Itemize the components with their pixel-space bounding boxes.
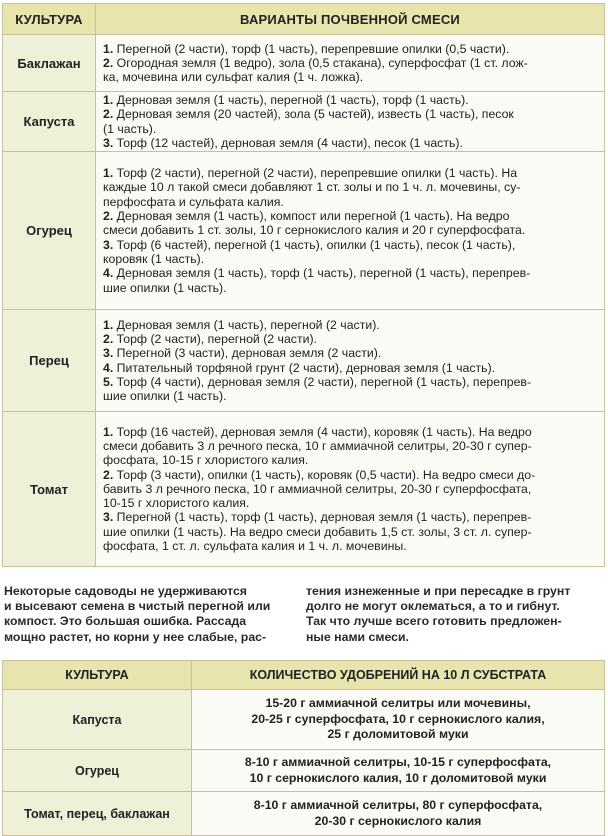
mix-line — [103, 238, 598, 252]
mix-line — [103, 346, 598, 360]
mix-variants — [96, 35, 605, 92]
amount-line: 8-10 г аммиачной селитры, 10-15 г суперфосфата, — [244, 755, 552, 769]
variant-text: Перегной (1 часть), торф (1 часть), дерновая земля (1 часть), перепрев- — [113, 510, 532, 525]
header-crop: КУЛЬТУРА — [3, 661, 192, 690]
crop-name: Огурец — [3, 750, 192, 792]
paragraph-line: Так что лучше всего готовить предложен- — [306, 614, 562, 629]
paragraph-line: мощно растет, но корни у нее слабые, рас- — [4, 629, 267, 644]
fertilizer-amount — [192, 792, 605, 836]
table-row — [3, 412, 605, 567]
variant-number: 1. — [103, 166, 114, 181]
table-row — [3, 690, 605, 750]
crop-name: Томат — [3, 412, 96, 567]
amount-line: 20-25 г суперфосфата, 10 г сернокислого калия, — [251, 711, 545, 726]
variant-text: Перегной (3 части), дерновая земля (2 части). — [113, 346, 382, 361]
variant-text: (1 часть). — [103, 121, 157, 136]
fertilizer-amount — [192, 750, 605, 792]
amount-line: 10 г сернокислого калия, 10 г доломитовой муки — [249, 770, 547, 785]
variant-number: 4. — [103, 266, 114, 281]
fertilizer-table — [2, 660, 605, 836]
variant-number: 2. — [103, 209, 114, 224]
variant-text: шие опилки (1 часть). — [103, 389, 227, 404]
variant-text: шие опилки (1 часть). На ведро смеси добавить 1,5 ст. золы, 3 ст. л. супер- — [103, 524, 532, 539]
amount-line: 20-30 г сернокислого калия — [314, 813, 482, 828]
mix-line — [103, 525, 598, 539]
variant-number: 3. — [103, 510, 114, 525]
mix-line — [103, 425, 598, 439]
table-row — [3, 792, 605, 836]
variant-text: Питательный торфяной грунт (2 части), дерновая земля (1 часть). — [113, 360, 496, 375]
fertilizer-amount — [192, 690, 605, 750]
amount-line: 8-10 г аммиачной селитры, 80 г суперфосфата, — [253, 798, 543, 812]
table-row — [3, 35, 605, 92]
variant-number: 3. — [103, 346, 114, 361]
table-row — [3, 750, 605, 792]
crop-name: Баклажан — [3, 35, 96, 92]
crop-name: Огурец — [3, 152, 96, 310]
mix-line — [103, 375, 598, 389]
variant-number: 1. — [103, 41, 114, 56]
amount-line: 25 г доломитовой муки — [327, 727, 469, 742]
variant-text: каждые 10 л такой смеси добавляют 1 ст. золы и по 1 ч. л. мочевины, су- — [103, 180, 521, 195]
paragraph-line: Некоторые садоводы не удерживаются — [4, 584, 247, 598]
mix-variants — [96, 152, 605, 310]
soil-mix-table — [2, 3, 605, 567]
paragraph-line: долго не могут оклематься, а то и гибнут. — [306, 599, 560, 614]
variant-number: 2. — [103, 331, 114, 346]
variant-text: Торф (4 части), дерновая земля (2 части), перегной (1 часть), перепрев- — [113, 374, 532, 389]
variant-text: Дерновая земля (1 часть), торф (1 часть), перегной (1 часть), перепрев- — [113, 266, 531, 281]
paragraph-line: тения изнеженные и при пересадке в грунт — [306, 584, 571, 598]
mix-line — [103, 539, 598, 553]
variant-text: Торф (3 части), опилки (1 часть), коровяк (0,5 части). На ведро смеси до- — [113, 467, 536, 482]
header-mix-variants: ВАРИАНТЫ ПОЧВЕННОЙ СМЕСИ — [96, 4, 605, 35]
variant-text: Огородная земля (1 ведро), зола (0,5 стакана), суперфосфат (1 ст. лож- — [113, 55, 528, 70]
variant-text: фосфата, 1 ст. л. сульфата калия и 1 ч. л. мочевины. — [103, 539, 407, 554]
mix-line — [103, 180, 598, 194]
variant-text: ка, мочевина или сульфат калия (1 ч. ложка). — [103, 70, 364, 85]
mix-line — [103, 136, 598, 150]
mix-variants — [96, 92, 605, 152]
variant-text: Дерновая земля (1 часть), компост или перегной (1 часть). На ведро — [113, 209, 510, 224]
fertilizer-header-row — [3, 661, 605, 690]
mix-line — [103, 223, 598, 237]
table-row — [3, 152, 605, 310]
mix-line — [103, 195, 598, 209]
mix-line — [103, 281, 598, 295]
mix-line — [103, 166, 598, 180]
mix-variants — [96, 310, 605, 412]
variant-number: 1. — [103, 92, 114, 107]
variant-text: коровяк (1 часть). — [103, 251, 205, 266]
variant-text: Дерновая земля (20 частей), зола (5 частей), известь (1 часть), песок — [113, 107, 514, 122]
variant-text: шие опилки (1 часть). — [103, 280, 227, 295]
crop-name: Перец — [3, 310, 96, 412]
mix-line — [103, 252, 598, 266]
variant-text: Торф (6 частей), перегной (1 часть), опилки (1 часть), песок (1 часть), — [113, 237, 516, 252]
variant-text: Дерновая земля (1 часть), перегной (1 часть), торф (1 часть). — [113, 92, 469, 107]
mix-line — [103, 209, 598, 223]
mix-line — [103, 496, 598, 510]
variant-number: 4. — [103, 360, 114, 375]
paragraph-line: компост. Это большая ошибка. Рассада — [4, 614, 247, 629]
variant-text: Торф (2 части), перегной (2 части), перепревшие опилки (1 часть). На — [113, 166, 518, 181]
table-row — [3, 310, 605, 412]
mix-line — [103, 70, 598, 84]
mix-line — [103, 332, 598, 346]
variant-number: 3. — [103, 237, 114, 252]
header-crop: КУЛЬТУРА — [3, 4, 96, 35]
amount-line: 15-20 г аммиачной селитры или мочевины, — [265, 696, 531, 711]
mix-line — [103, 389, 598, 403]
variant-text: Дерновая земля (1 часть), перегной (2 части). — [113, 317, 380, 332]
advice-column-left — [4, 584, 298, 654]
mix-line — [103, 93, 598, 107]
mix-line — [103, 122, 598, 136]
variant-text: бавить 3 л речного песка, 10 г аммиачной селитры, 20-30 г суперфосфата, — [103, 481, 532, 496]
header-fertilizer-amount: КОЛИЧЕСТВО УДОБРЕНИЙ НА 10 Л СУБСТРАТА — [192, 661, 605, 690]
variant-number: 2. — [103, 467, 114, 482]
mix-variants — [96, 412, 605, 567]
advice-paragraph — [4, 584, 604, 654]
table-row — [3, 92, 605, 152]
variant-number: 1. — [103, 424, 114, 439]
variant-number: 2. — [103, 55, 114, 70]
variant-text: смеси добавить 3 л речного песка, 10 г аммиачной селитры, 20-30 г супер- — [103, 438, 532, 453]
mix-line — [103, 107, 598, 121]
paragraph-line: и высевают семена в чистый перегной или — [4, 599, 271, 614]
soil-mix-header-row — [3, 4, 605, 35]
mix-line — [103, 56, 598, 70]
mix-line — [103, 266, 598, 280]
crop-name: Капуста — [3, 92, 96, 152]
mix-line — [103, 453, 598, 467]
variant-text: Перегной (2 части), торф (1 часть), перепревшие опилки (0,5 части). — [113, 41, 510, 56]
variant-text: перфосфата и сульфата калия. — [103, 194, 284, 209]
variant-number: 2. — [103, 107, 114, 122]
variant-number: 3. — [103, 135, 114, 150]
mix-line — [103, 439, 598, 453]
mix-line — [103, 482, 598, 496]
advice-column-right — [306, 584, 604, 654]
mix-line — [103, 468, 598, 482]
variant-text: Торф (12 частей), дерновая земля (4 части), песок (1 часть). — [113, 135, 463, 150]
variant-text: фосфата, 10-15 г хлористого калия. — [103, 453, 309, 468]
mix-line — [103, 510, 598, 524]
crop-name: Капуста — [3, 690, 192, 750]
variant-text: Торф (2 части), перегной (2 части). — [113, 331, 317, 346]
mix-line — [103, 42, 598, 56]
variant-text: 10-15 г хлористого калия. — [103, 496, 250, 511]
paragraph-line: ные нами смеси. — [306, 629, 409, 644]
mix-line — [103, 318, 598, 332]
variant-text: смеси добавить 1 ст. золы, 10 г сернокислого калия и 20 г суперфосфата. — [103, 223, 526, 238]
variant-number: 5. — [103, 374, 114, 389]
variant-number: 1. — [103, 317, 114, 332]
crop-name: Томат, перец, баклажан — [3, 792, 192, 836]
variant-text: Торф (16 частей), дерновая земля (4 части), коровяк (1 часть). На ведро — [113, 424, 532, 439]
mix-line — [103, 361, 598, 375]
